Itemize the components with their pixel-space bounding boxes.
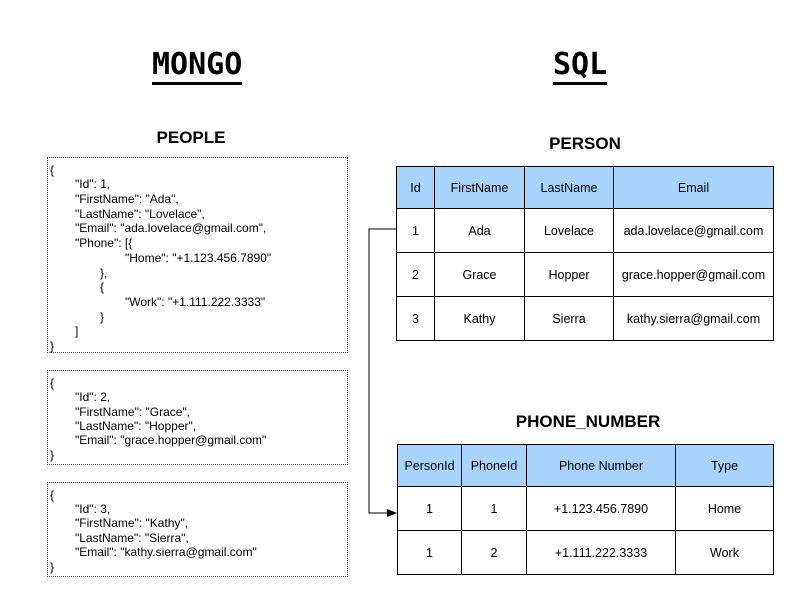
doc-line: { [50, 376, 55, 390]
doc-line: "FirstName": "Grace", [75, 405, 191, 419]
column-header: FirstName [435, 167, 525, 209]
person-table-title: PERSON [549, 134, 621, 153]
doc-line: "LastName": "Sierra", [75, 531, 189, 545]
doc-line: "Email": "ada.lovelace@gmail.com", [75, 221, 267, 235]
doc-line: } [50, 448, 55, 462]
mongo-heading: MONGO [152, 48, 242, 85]
doc-line: "Id": 2, [75, 390, 111, 404]
people-collection-title: PEOPLE [156, 128, 226, 147]
table-cell: Kathy [435, 297, 525, 341]
column-header: Id [397, 167, 435, 209]
doc-line: "Phone": [{ [75, 236, 133, 250]
table-cell: Ada [435, 209, 525, 253]
table-cell: 1 [462, 487, 527, 531]
connector-line [369, 229, 396, 513]
arrowhead-icon [387, 509, 397, 517]
column-header: PersonId [398, 445, 462, 487]
doc-line: "FirstName": "Kathy", [75, 516, 189, 530]
doc-line: { [100, 280, 105, 294]
doc-line: "Home": "+1.123.456.7890" [125, 251, 272, 265]
column-header: Type [676, 445, 774, 487]
column-header: PhoneId [462, 445, 527, 487]
doc-line: "LastName": "Lovelace", [75, 207, 205, 221]
table-cell: Home [676, 487, 774, 531]
doc-line: "Email": "kathy.sierra@gmail.com" [75, 545, 257, 559]
column-header: LastName [525, 167, 614, 209]
doc-line: } [50, 560, 55, 574]
table-cell: 1 [398, 531, 462, 575]
doc-line: "FirstName": "Ada", [75, 192, 179, 206]
table-cell: Work [676, 531, 774, 575]
doc-line: "Work": "+1.111.222.3333" [125, 295, 266, 309]
doc-line: }, [100, 266, 108, 280]
doc-line: "Id": 1, [75, 177, 111, 191]
doc-line: { [50, 163, 55, 177]
table-cell: 1 [398, 487, 462, 531]
table-cell: Lovelace [525, 209, 614, 253]
doc-line: "Email": "grace.hopper@gmail.com" [75, 433, 267, 447]
column-header: Email [614, 167, 774, 209]
table-cell: 3 [397, 297, 435, 341]
doc-line: ] [75, 324, 79, 338]
sql-heading: SQL [553, 48, 607, 85]
column-header: Phone Number [527, 445, 676, 487]
doc-line: { [50, 488, 55, 502]
table-cell: Grace [435, 253, 525, 297]
table-cell: ada.lovelace@gmail.com [614, 209, 774, 253]
table-cell: 1 [397, 209, 435, 253]
table-cell: grace.hopper@gmail.com [614, 253, 774, 297]
doc-line: "LastName": "Hopper", [75, 419, 197, 433]
table-cell: Sierra [525, 297, 614, 341]
doc-line: "Id": 3, [75, 502, 111, 516]
table-cell: 2 [462, 531, 527, 575]
table-cell: +1.123.456.7890 [527, 487, 676, 531]
table-cell: 2 [397, 253, 435, 297]
table-cell: +1.111.222.3333 [527, 531, 676, 575]
doc-line: } [50, 339, 55, 353]
table-cell: Hopper [525, 253, 614, 297]
table-cell: kathy.sierra@gmail.com [614, 297, 774, 341]
phone-number-table-title: PHONE_NUMBER [515, 412, 661, 431]
doc-line: } [100, 310, 105, 324]
